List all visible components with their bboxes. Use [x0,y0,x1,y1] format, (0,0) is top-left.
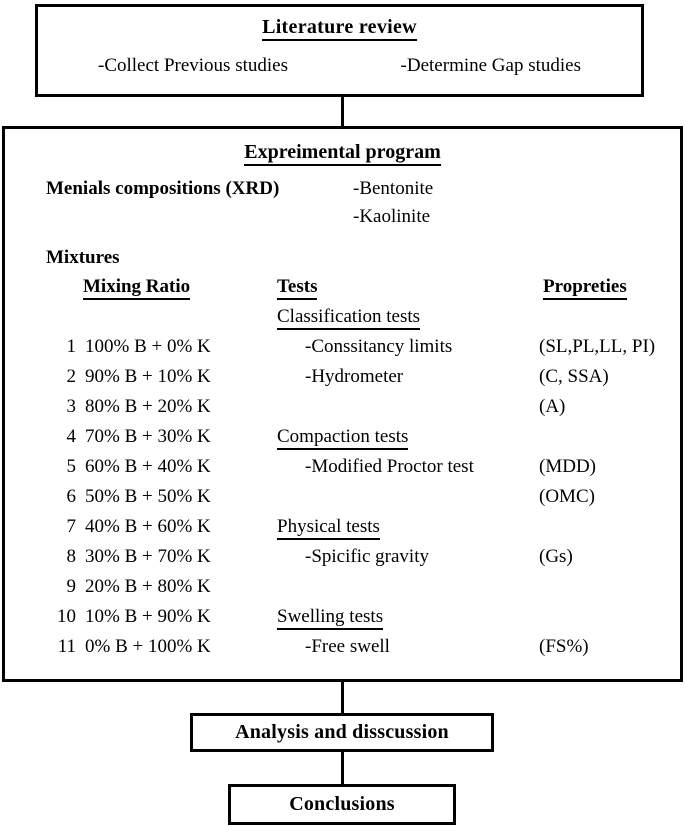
test-group-heading-text: Swelling tests [277,606,383,630]
literature-review-box [35,4,644,97]
mixture-number: 5 [66,456,76,477]
analysis-discussion-box [190,713,494,752]
table-row [5,336,680,366]
test-item: -Free swell [305,636,390,657]
table-row [5,576,680,606]
property-value: (SL,PL,LL, PI) [539,336,656,357]
mixture-number: 6 [66,486,76,507]
table-row [5,486,680,516]
test-group-heading-text: Physical tests [277,516,380,540]
table-row [5,456,680,486]
test-group-heading-text: Classification tests [277,306,420,330]
test-group-heading [277,426,408,448]
property-value: (C, SSA) [539,366,609,387]
mixtures-table-header [5,276,680,306]
mixing-ratio-value: 70% B + 30% K [85,426,211,447]
mineral-item-bentonite: -Bentonite [353,178,434,199]
property-value: (Gs) [539,546,573,567]
mixture-number: 8 [66,546,76,567]
connector-analysis-to-conclusions [341,749,344,786]
table-row [5,396,680,426]
mixing-ratio-value: 90% B + 10% K [85,366,211,387]
mixtures-label: Mixtures [46,247,120,268]
experimental-program-title-text: Expreimental program [244,141,440,166]
literature-review-items [38,39,641,77]
conclusions-title: Conclusions [289,793,395,815]
mixing-ratio-value: 10% B + 90% K [85,606,211,627]
test-item: -Conssitancy limits [305,336,453,357]
connector-experimental-to-analysis [341,680,344,715]
literature-item-determine-gap-studies: -Determine Gap studies [400,55,581,76]
test-group-heading [277,516,380,538]
mixing-ratio-value: 60% B + 40% K [85,456,211,477]
minerals-composition-section [5,178,680,236]
column-header-mixing-ratio-text: Mixing Ratio [83,276,190,300]
analysis-discussion-title: Analysis and disscussion [235,721,449,743]
mixture-number: 1 [66,336,76,357]
test-group-heading [277,606,383,628]
mixtures-table [5,276,680,666]
table-row [5,546,680,576]
table-row [5,366,680,396]
column-header-mixing-ratio [83,276,190,298]
table-row [5,306,680,336]
experimental-program-box [2,126,683,682]
literature-review-title-text: Literature review [262,16,417,41]
test-group-heading [277,306,420,328]
mixture-number: 2 [66,366,76,387]
property-value: (OMC) [539,486,595,507]
column-header-tests-text: Tests [277,276,317,300]
property-value: (A) [539,396,566,417]
mixing-ratio-value: 50% B + 50% K [85,486,211,507]
mixing-ratio-value: 30% B + 70% K [85,546,211,567]
mineral-item-kaolinite: -Kaolinite [353,206,431,227]
table-row [5,606,680,636]
column-header-propreties [543,276,627,298]
mixing-ratio-value: 0% B + 100% K [85,636,211,657]
mixing-ratio-value: 40% B + 60% K [85,516,211,537]
column-header-tests [277,276,317,298]
mixing-ratio-value: 100% B + 0% K [85,336,211,357]
mixture-number: 9 [66,576,76,597]
test-item: -Hydrometer [305,366,404,387]
table-row [5,516,680,546]
conclusions-box [228,784,456,825]
mixing-ratio-value: 20% B + 80% K [85,576,211,597]
column-header-propreties-text: Propreties [543,276,627,300]
table-row [5,426,680,456]
literature-review-title [38,16,641,39]
mixing-ratio-value: 80% B + 20% K [85,396,211,417]
literature-item-collect-previous-studies: -Collect Previous studies [98,55,288,76]
property-value: (MDD) [539,456,596,477]
mixtures-table-body [5,306,680,666]
mixture-number: 4 [66,426,76,447]
mixture-number: 11 [57,636,76,657]
connector-literature-to-experimental [341,94,344,128]
mixture-number: 7 [66,516,76,537]
mixture-number: 10 [57,606,76,627]
experimental-program-title [5,141,680,164]
test-group-heading-text: Compaction tests [277,426,408,450]
property-value: (FS%) [539,636,589,657]
table-row [5,636,680,666]
mixture-number: 3 [66,396,76,417]
test-item: -Modified Proctor test [305,456,474,477]
test-item: -Spicific gravity [305,546,429,567]
minerals-composition-label: Menials compositions (XRD) [46,178,280,199]
